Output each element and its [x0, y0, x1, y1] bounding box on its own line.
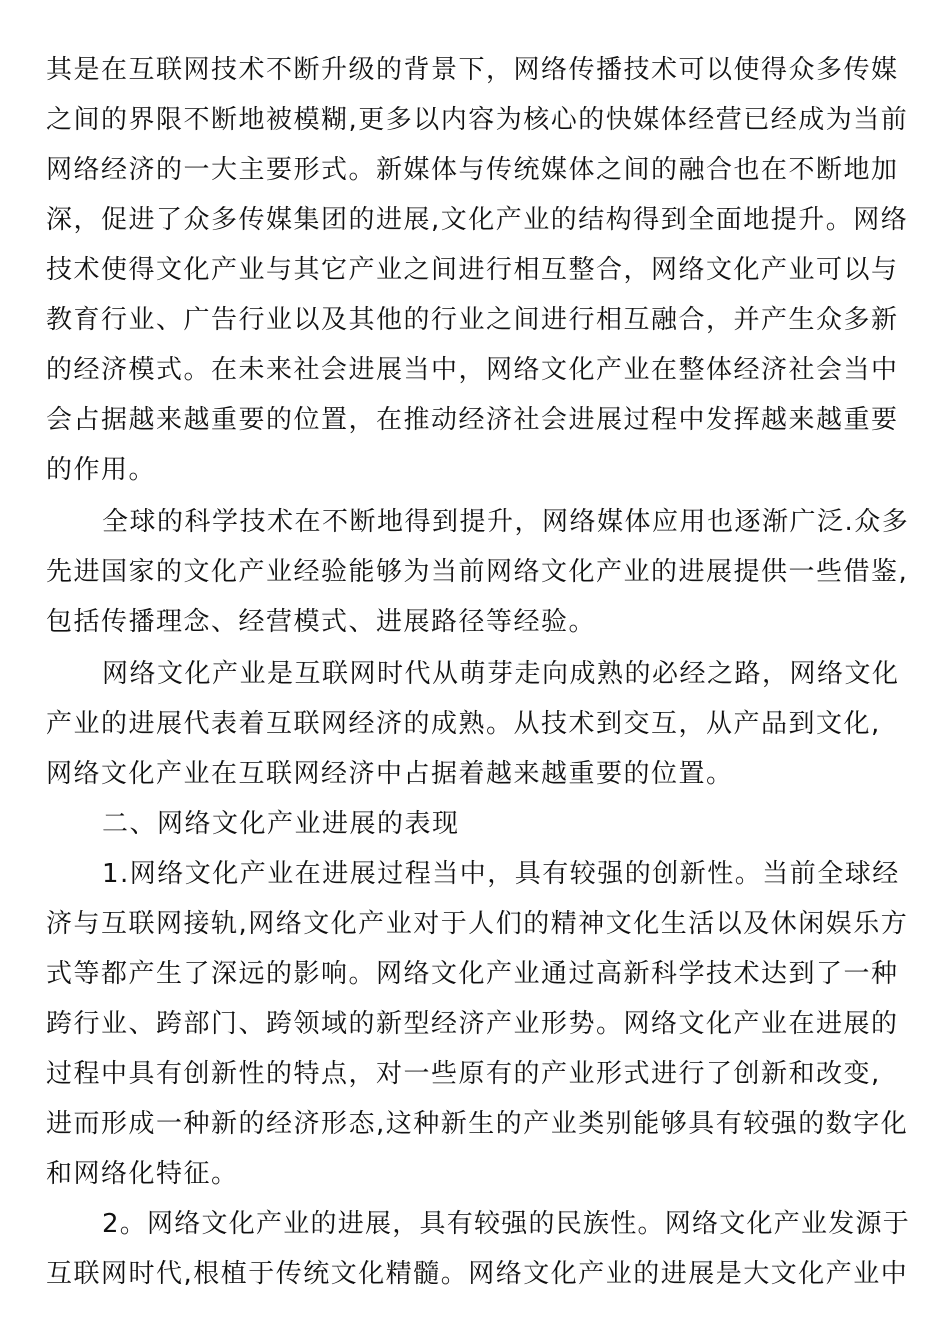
text-line: 包括传播理念、经营模式、进展路径等经验。 [46, 607, 597, 637]
text-line: 和网络化特征。 [46, 1159, 239, 1189]
text-line: 的作用。 [46, 455, 157, 485]
text-line: 教育行业、广告行业以及其他的行业之间进行相互融合，并产生众多新 [46, 305, 899, 335]
text-line: 式等都产生了深远的影响。网络文化产业通过高新科学技术达到了一种 [46, 959, 899, 989]
text-line: 互联网时代,根植于传统文化精髓。网络文化产业的进展是大文化产业中 [46, 1259, 909, 1289]
text-line: 全球的科学技术在不断地得到提升，网络媒体应用也逐渐广泛.众多 [102, 507, 910, 537]
text-line: 先进国家的文化产业经验能够为当前网络文化产业的进展提供一些借鉴, [46, 557, 909, 587]
text-line: 产业的进展代表着互联网经济的成熟。从技术到交互，从产品到文化, [46, 709, 881, 739]
text-line: 进而形成一种新的经济形态,这种新生的产业类别能够具有较强的数字化 [46, 1109, 909, 1139]
text-line: 1.网络文化产业在进展过程当中，具有较强的创新性。当前全球经 [102, 859, 900, 889]
text-line: 会占据越来越重要的位置，在推动经济社会进展过程中发挥越来越重要 [46, 405, 899, 435]
text-line: 深，促进了众多传媒集团的进展,文化产业的结构得到全面地提升。网络 [46, 205, 909, 235]
text-line: 过程中具有创新性的特点，对一些原有的产业形式进行了创新和改变, [46, 1059, 881, 1089]
text-line: 其是在互联网技术不断升级的背景下，网络传播技术可以使得众多传媒 [46, 55, 899, 85]
text-line: 2。网络文化产业的进展，具有较强的民族性。网络文化产业发源于 [102, 1209, 911, 1239]
text-line: 之间的界限不断地被模糊,更多以内容为核心的快媒体经营已经成为当前 [46, 105, 909, 135]
text-line: 技术使得文化产业与其它产业之间进行相互整合，网络文化产业可以与 [46, 255, 899, 285]
text-line: 网络文化产业是互联网时代从萌芽走向成熟的必经之路，网络文化 [102, 659, 900, 689]
text-line: 的经济模式。在未来社会进展当中，网络文化产业在整体经济社会当中 [46, 355, 899, 385]
text-line: 网络文化产业在互联网经济中占据着越来越重要的位置。 [46, 759, 734, 789]
text-line: 跨行业、跨部门、跨领域的新型经济产业形势。网络文化产业在进展的 [46, 1009, 899, 1039]
text-line: 网络经济的一大主要形式。新媒体与传统媒体之间的融合也在不断地加 [46, 155, 899, 185]
section-heading: 二、网络文化产业进展的表现 [102, 809, 460, 839]
text-line: 济与互联网接轨,网络文化产业对于人们的精神文化生活以及休闲娱乐方 [46, 909, 909, 939]
